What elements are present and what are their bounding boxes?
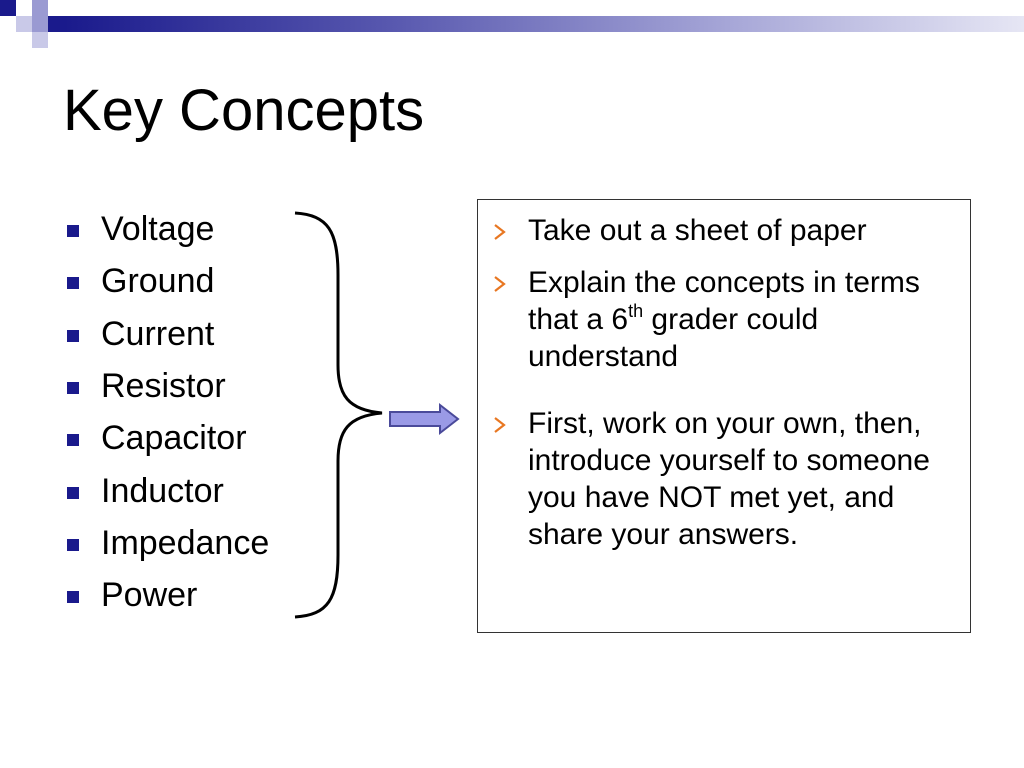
task-text: Take out a sheet of paper xyxy=(528,214,867,247)
corner-square-decoration xyxy=(16,0,32,16)
corner-square-decoration xyxy=(32,0,48,16)
chevron-right-icon xyxy=(492,222,508,242)
task-item xyxy=(478,264,972,384)
concept-label: Resistor xyxy=(101,366,226,405)
concept-label: Current xyxy=(101,314,215,353)
task-text-part: Explain the concepts in terms that a 6 xyxy=(528,266,920,336)
concept-list-item xyxy=(64,261,304,301)
concept-label: Inductor xyxy=(101,471,224,510)
slide-title: Key Concepts xyxy=(63,78,425,143)
square-bullet-icon xyxy=(67,539,79,551)
concept-list-item xyxy=(64,523,304,563)
corner-square-decoration xyxy=(0,0,16,16)
concept-label: Impedance xyxy=(101,523,270,562)
task-text: First, work on your own, then, introduce yourself to someone you have NOT met yet, and share your answers. xyxy=(528,407,930,551)
corner-square-decoration xyxy=(32,32,48,48)
concept-label: Ground xyxy=(101,262,215,301)
square-bullet-icon xyxy=(67,277,79,289)
right-curly-brace xyxy=(290,205,400,625)
concept-list-item xyxy=(64,366,304,406)
concept-label: Voltage xyxy=(101,210,215,248)
task-text xyxy=(528,264,964,375)
square-bullet-icon xyxy=(67,591,79,603)
task-item xyxy=(478,212,972,252)
square-bullet-icon xyxy=(67,434,79,446)
square-bullet-icon xyxy=(67,330,79,342)
concept-label: Capacitor xyxy=(101,419,247,458)
square-bullet-icon xyxy=(67,487,79,499)
concept-label: Power xyxy=(101,576,198,615)
concept-list-item xyxy=(64,471,304,511)
task-text-part: grader could understand xyxy=(528,303,819,373)
ordinal-superscript: th xyxy=(628,301,644,321)
chevron-right-icon xyxy=(492,415,508,435)
chevron-right-icon xyxy=(492,274,508,294)
square-bullet-icon xyxy=(67,225,79,237)
corner-square-decoration xyxy=(32,16,48,32)
header-gradient-bar xyxy=(64,16,1024,32)
corner-square-decoration xyxy=(48,0,64,16)
square-bullet-icon xyxy=(67,382,79,394)
arrow-right-icon xyxy=(388,402,460,436)
concept-list-item xyxy=(64,575,304,615)
task-item xyxy=(478,405,972,625)
task-box xyxy=(477,199,971,633)
concept-list-item xyxy=(64,418,304,458)
concept-list-item xyxy=(64,209,304,249)
corner-square-decoration xyxy=(48,16,64,32)
concept-list-item xyxy=(64,314,304,354)
corner-square-decoration xyxy=(16,16,32,32)
